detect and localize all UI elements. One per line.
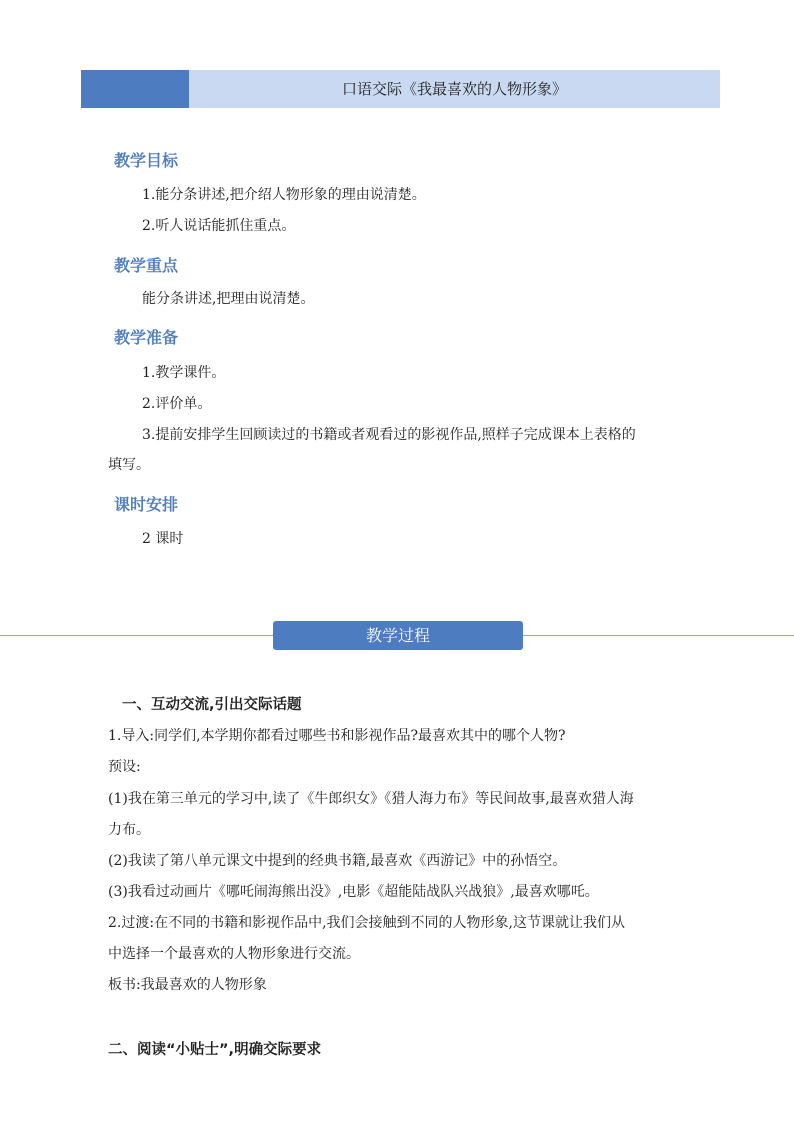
focus-heading: 教学重点	[114, 256, 179, 275]
process-line-4: 力布。	[108, 822, 150, 838]
goal-item-1: 1.能分条讲述,把介绍人物形象的理由说清楚。	[142, 187, 426, 203]
preparation-item-3-cont: 填写。	[108, 457, 150, 473]
preparation-item-2: 2.评价单。	[142, 396, 212, 412]
process-line-6: (3)我看过动画片《哪吒闹海熊出没》,电影《超能陆战队兴战狼》,最喜欢哪吒。	[108, 884, 599, 900]
header-accent-block	[81, 70, 189, 108]
process-line-8: 中选择一个最喜欢的人物形象进行交流。	[108, 946, 360, 962]
page-title: 口语交际《我最喜欢的人物形象》	[189, 70, 720, 108]
preparation-item-1: 1.教学课件。	[142, 365, 226, 381]
schedule-text: 2 课时	[142, 531, 184, 547]
preparation-heading: 教学准备	[114, 328, 179, 347]
goals-heading: 教学目标	[114, 151, 179, 170]
goal-item-2: 2.听人说话能抓住重点。	[142, 218, 296, 234]
part2-title: 二、阅读“小贴士”,明确交际要求	[108, 1042, 322, 1058]
process-line-1: 1.导入:同学们,本学期你都看过哪些书和影视作品?最喜欢其中的哪个人物?	[108, 728, 566, 744]
process-line-2: 预设:	[108, 759, 141, 775]
process-line-7: 2.过渡:在不同的书籍和影视作品中,我们会接触到不同的人物形象,这节课就让我们从	[108, 915, 625, 931]
focus-text: 能分条讲述,把理由说清楚。	[142, 291, 315, 307]
schedule-heading: 课时安排	[114, 495, 179, 514]
process-line-3: (1)我在第三单元的学习中,读了《牛郎织女》《猎人海力布》等民间故事,最喜欢猎人海	[108, 791, 634, 807]
part1-title: 一、互动交流,引出交际话题	[122, 697, 302, 713]
process-line-5: (2)我读了第八单元课文中提到的经典书籍,最喜欢《西游记》中的孙悟空。	[108, 853, 567, 869]
preparation-item-3: 3.提前安排学生回顾读过的书籍或者观看过的影视作品,照样子完成课本上表格的	[142, 427, 636, 443]
process-badge: 教学过程	[273, 621, 523, 650]
process-line-9: 板书:我最喜欢的人物形象	[108, 977, 267, 993]
header-bar	[81, 70, 720, 108]
